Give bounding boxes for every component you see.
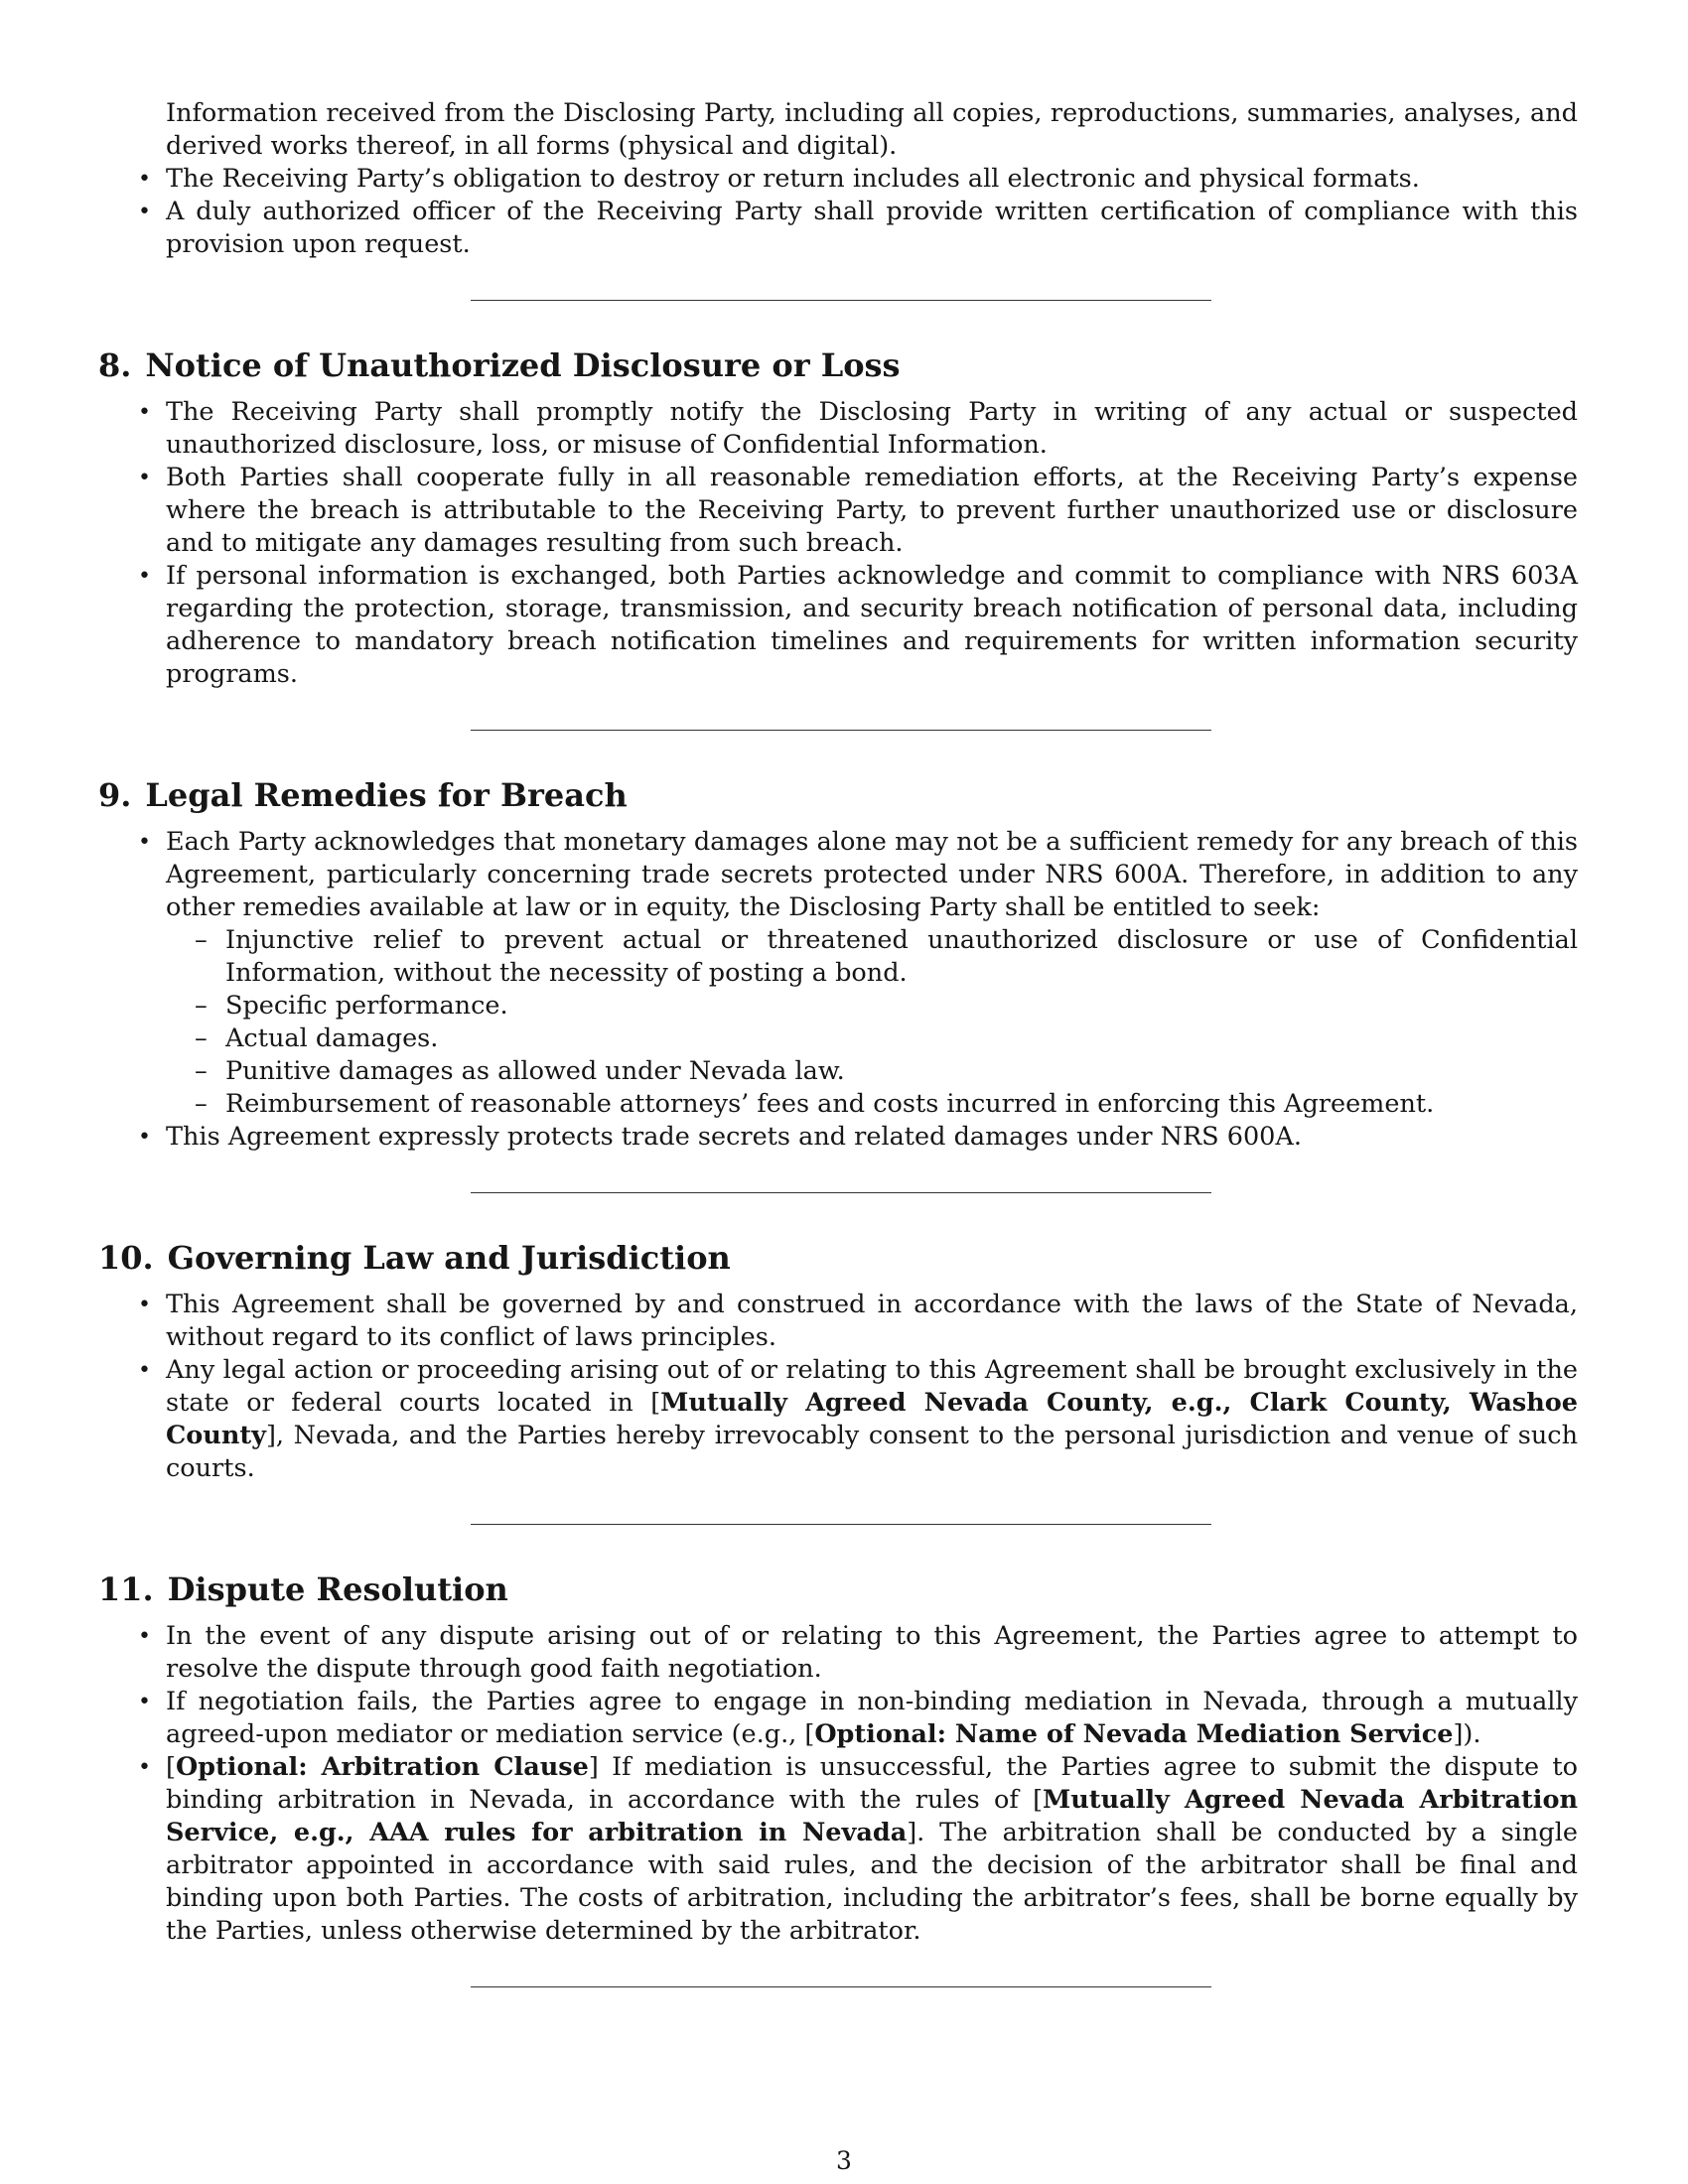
list-item: [98, 196, 1578, 261]
dash-icon: –: [195, 1056, 208, 1086]
section-title: Notice of Unauthorized Disclosure or Loss: [145, 346, 901, 384]
list-item: [98, 1354, 1578, 1485]
section-title: Governing Law and Jurisdiction: [167, 1239, 731, 1277]
sub-list-item-text: Actual damages.: [225, 1024, 439, 1053]
list-item: [98, 1686, 1578, 1751]
sub-list-item: [166, 990, 1578, 1023]
sub-list-item-text: Reimbursement of reasonable attorneys’ fees and costs incurred in enforcing this Agreement.: [225, 1089, 1435, 1119]
list-item-text: This Agreement expressly protects trade secrets and related damages under NRS 600A.: [166, 1122, 1302, 1152]
section-divider: [471, 1524, 1211, 1525]
section-divider: [471, 1192, 1211, 1193]
list-item-text: Both Parties shall cooperate fully in all reasonable remediation efforts, at the Receiving Party’s expense where the breach is attributable to the Receiving Party, to prevent further unauthorized use or disclosure and to mitigate any damages resulting from such breach.: [166, 463, 1578, 558]
list-item-text: Information received from the Disclosing Party, including all copies, reproductions, summaries, analyses, and derived works thereof, in all forms (physical and digital).: [166, 98, 1578, 161]
sub-list-item: [166, 1023, 1578, 1055]
dash-icon: –: [195, 1024, 208, 1053]
bullet-icon: •: [138, 1624, 151, 1649]
bullet-icon: •: [138, 1690, 151, 1714]
list-item-text: A duly authorized officer of the Receiving Party shall provide written certification of compliance with this provision upon request.: [166, 197, 1578, 259]
page-number: 3: [836, 2146, 852, 2175]
section-10-list: [98, 1289, 1578, 1485]
section-7-list: [98, 97, 1578, 261]
sub-list-item-text: Specific performance.: [225, 991, 508, 1021]
placeholder-arbitration-service: Mutually Agreed Nevada Arbitration Service, e.g., AAA rules for arbitration in Nevada: [166, 1785, 1578, 1847]
list-item-text: This Agreement shall be governed by and construed in accordance with the laws of the State of Nevada, without regard to its conflict of laws principles.: [166, 1290, 1578, 1352]
list-item: [98, 462, 1578, 560]
section-11-list: [98, 1620, 1578, 1948]
bullet-icon: •: [138, 564, 151, 589]
bullet-icon: •: [138, 200, 151, 224]
list-item: [98, 1121, 1578, 1154]
section-number: 11.: [98, 1570, 154, 1608]
section-9-heading: [98, 775, 1578, 815]
sub-list-item-text: Punitive damages as allowed under Nevada law.: [225, 1056, 845, 1086]
page-content: [98, 97, 1578, 1987]
sub-list-item: [166, 924, 1578, 990]
section-8-heading: [98, 345, 1578, 385]
remedies-sublist: [166, 924, 1578, 1121]
sub-list-item-text: Injunctive relief to prevent actual or threatened unauthorized disclosure or use of Confidential Information, without the necessity of posting a bond.: [225, 925, 1578, 988]
list-item: [98, 560, 1578, 691]
list-item-text: [: [166, 1752, 176, 1782]
section-11-heading: [98, 1570, 1578, 1609]
list-item-text: The Receiving Party shall promptly notify the Disclosing Party in writing of any actual or suspected unauthorized disclosure, loss, or misuse of Confidential Information.: [166, 397, 1578, 460]
bullet-icon: •: [138, 830, 151, 855]
list-item: [98, 396, 1578, 462]
section-number: 9.: [98, 776, 132, 814]
list-item-text: ], Nevada, and the Parties hereby irrevocably consent to the personal jurisdiction and venue of such courts.: [166, 1421, 1578, 1483]
list-item: [98, 1620, 1578, 1686]
list-item-text: If personal information is exchanged, both Parties acknowledge and commit to compliance with NRS 603A regarding the protection, storage, transmission, and security breach notification of personal data, including adherence to mandatory breach notification timelines and requirements for written information security programs.: [166, 561, 1578, 689]
bullet-icon: •: [138, 466, 151, 490]
bullet-icon: •: [138, 1358, 151, 1383]
list-item-text: Any legal action or proceeding arising out of or relating to this Agreement shall be brought exclusively in the state or federal courts located in [: [166, 1355, 1578, 1418]
list-item: [98, 826, 1578, 1121]
section-number: 10.: [98, 1239, 154, 1277]
sub-list-item: [166, 1055, 1578, 1088]
bullet-icon: •: [138, 1125, 151, 1150]
dash-icon: –: [195, 991, 208, 1021]
bullet-icon: •: [138, 1755, 151, 1780]
section-divider: [471, 300, 1211, 301]
list-item-text: ]. The arbitration shall be conducted by a single arbitrator appointed in accordance with said rules, and the decision of the arbitrator shall be final and binding upon both Parties. The costs of arbitration, including the arbitrator’s fees, shall be borne equally by the Parties, unless otherwise determined by the arbitrator.: [166, 1818, 1578, 1946]
placeholder-arbitration-clause: Optional: Arbitration Clause: [175, 1752, 589, 1782]
section-title: Legal Remedies for Breach: [145, 776, 628, 814]
list-item-text: ] If mediation is unsuccessful, the Parties agree to submit the dispute to binding arbitration in Nevada, in accordance with the rules of [: [166, 1752, 1578, 1815]
bullet-icon: •: [138, 400, 151, 425]
dash-icon: –: [195, 1089, 208, 1119]
section-number: 8.: [98, 346, 132, 384]
list-item: [98, 1751, 1578, 1948]
list-item-text: The Receiving Party’s obligation to destroy or return includes all electronic and physical formats.: [166, 164, 1420, 194]
bullet-icon: •: [138, 167, 151, 192]
list-item: [98, 97, 1578, 163]
list-item-text: If negotiation fails, the Parties agree to engage in non-binding mediation in Nevada, through a mutually agreed-upon mediator or mediation service (e.g., [: [166, 1687, 1578, 1749]
list-item-text: Each Party acknowledges that monetary damages alone may not be a sufficient remedy for any breach of this Agreement, particularly concerning trade secrets protected under NRS 600A. Therefore, in addition to any other remedies available at law or in equity, the Disclosing Party shall be entitled to seek:: [166, 827, 1578, 922]
placeholder-mediation-service: Optional: Name of Nevada Mediation Service: [814, 1719, 1454, 1749]
sub-list-item: [166, 1088, 1578, 1121]
bullet-icon: •: [138, 1293, 151, 1317]
section-divider: [471, 1986, 1211, 1987]
dash-icon: –: [195, 925, 208, 955]
section-9-list: [98, 826, 1578, 1154]
section-divider: [471, 730, 1211, 731]
list-item: [98, 163, 1578, 196]
section-8-list: [98, 396, 1578, 691]
list-item-text: In the event of any dispute arising out of or relating to this Agreement, the Parties agree to attempt to resolve the dispute through good faith negotiation.: [166, 1621, 1578, 1684]
section-10-heading: [98, 1238, 1578, 1278]
list-item: [98, 1289, 1578, 1354]
section-title: Dispute Resolution: [167, 1570, 508, 1608]
list-item-text: ]).: [1453, 1719, 1481, 1749]
placeholder-county: Mutually Agreed Nevada County, e.g., Clark County, Washoe County: [166, 1388, 1578, 1450]
